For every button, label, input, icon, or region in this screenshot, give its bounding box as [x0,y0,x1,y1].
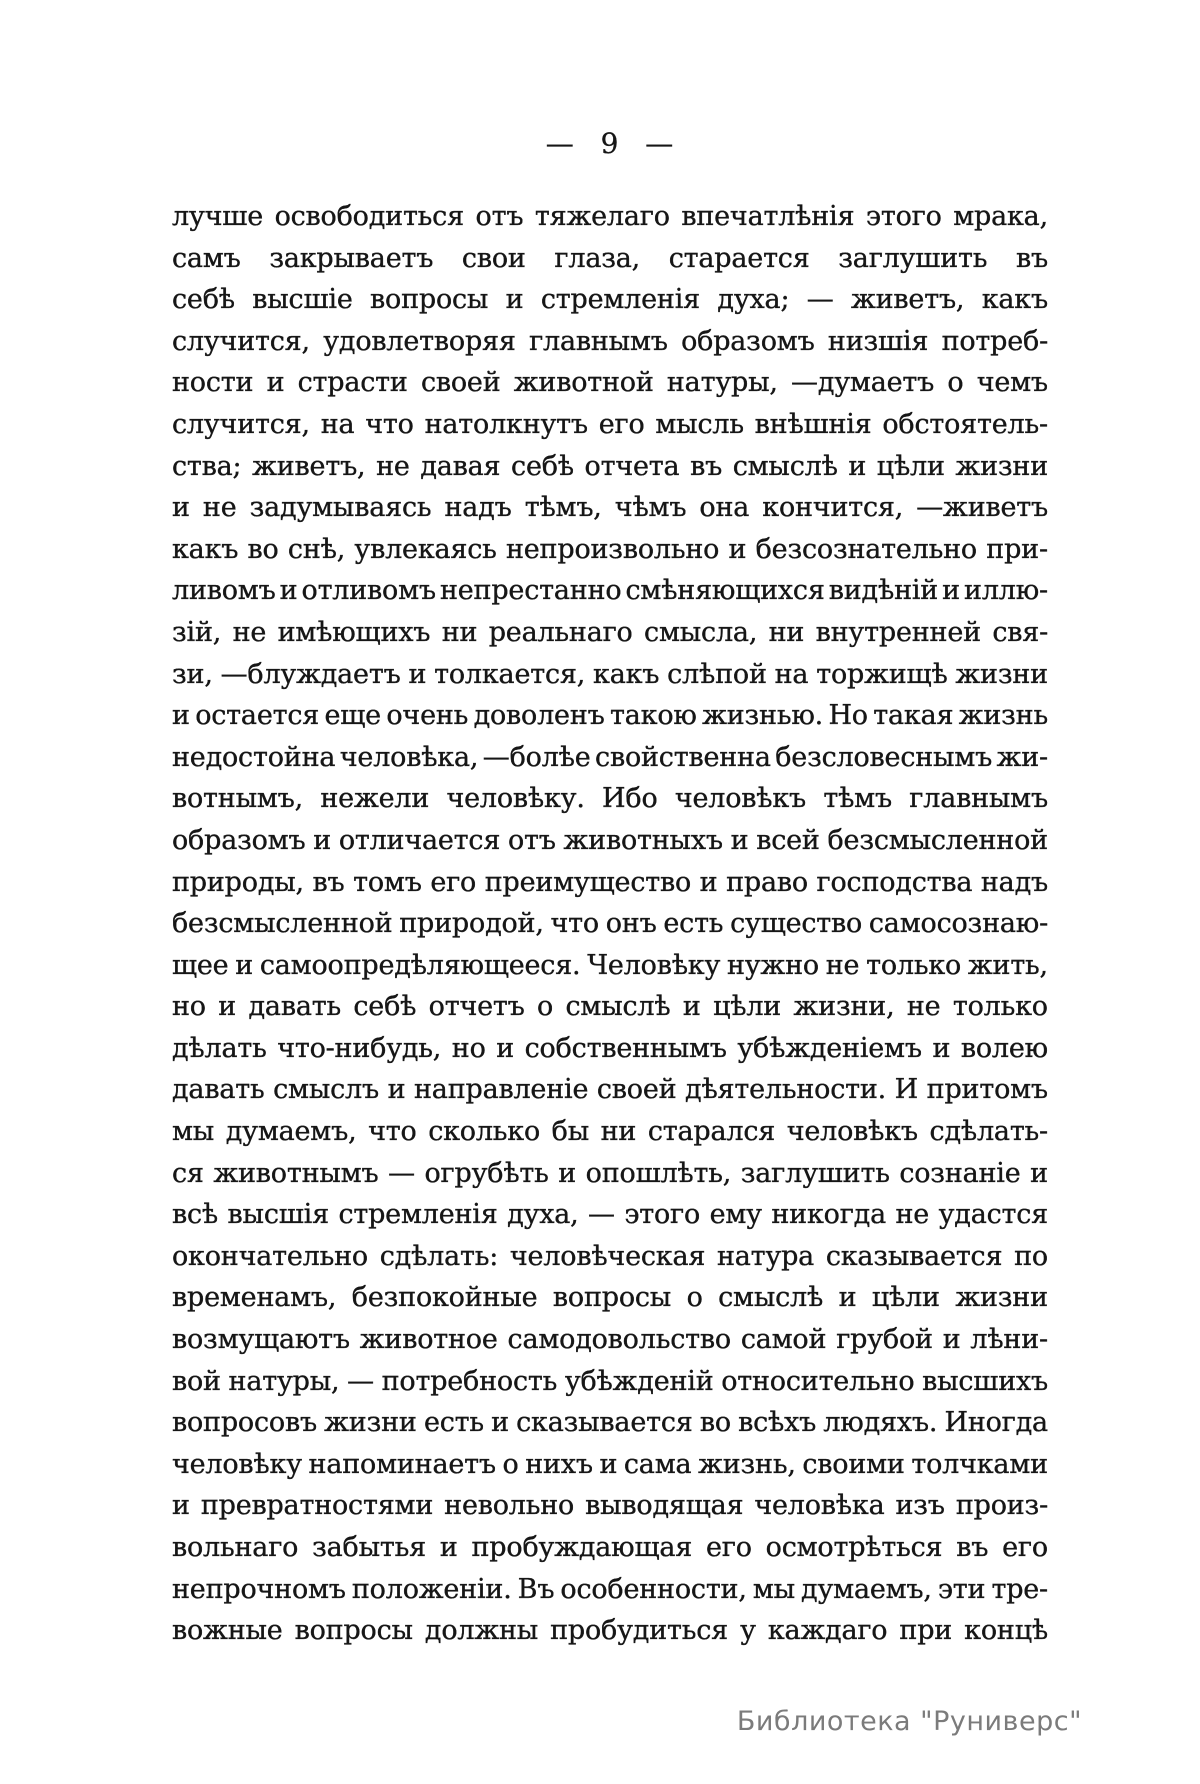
text-line: самъ закрываетъ свои глаза, старается заглушить въ [172,242,1048,274]
text-line: вольнаго забытья и пробуждающая его осмотрѣться въ его [172,1532,1048,1563]
text-line: недостойна человѣка, —болѣе свойственна безсловеснымъ жи- [172,741,1048,773]
text-line: дѣлать что-нибудь, но и собственнымъ убѣжденіемъ и волею [172,1032,1048,1064]
text-line: вотнымъ, нежели человѣку. Ибо человѣкъ тѣмъ главнымъ [172,783,1048,815]
text-line: случится, удовлетворяя главнымъ образомъ низшія потреб- [172,325,1048,357]
text-line: возмущаютъ животное самодовольство самой грубой и лѣни- [172,1324,1048,1356]
text-line: ливомъ и отливомъ непрестанно смѣняющихся видѣній и иллю- [172,575,1048,607]
text-line: окончательно сдѣлать: человѣческая натура сказывается по [172,1240,1048,1272]
text-line: непрочномъ положеніи. Въ особенности, мы думаемъ, эти тре- [172,1573,1048,1605]
text-line: себѣ высшіе вопросы и стремленія духа; — живетъ, какъ [172,284,1048,316]
text-line: ности и страсти своей животной натуры, —думаетъ о чемъ [172,367,1048,399]
text-line: вожные вопросы должны пробудиться у каждаго при концѣ [172,1615,1048,1647]
text-line: щее и самоопредѣляющееся. Человѣку нужно не только жить, [172,949,1048,981]
text-line: вой натуры, — потребность убѣжденій относительно высшихъ [172,1365,1048,1397]
text-line: лучше освободиться отъ тяжелаго впечатлѣнія этого мрака, [172,201,1048,232]
text-line: временамъ, безпокойные вопросы о смыслѣ и цѣли жизни [172,1282,1048,1314]
text-line: человѣку напоминаетъ о нихъ и сама жизнь, своими толчками [172,1448,1048,1480]
text-line: зи, —блуждаетъ и толкается, какъ слѣпой на торжищѣ жизни [172,658,1048,690]
text-line: всѣ высшія стремленія духа, — этого ему никогда не удастся [172,1199,1048,1231]
text-line: и не задумываясь надъ тѣмъ, чѣмъ она кончится, —живетъ [172,492,1048,524]
page-number: — 9 — [545,127,675,160]
text-line: ства; живетъ, не давая себѣ отчета въ смыслѣ и цѣли жизни [172,450,1048,482]
text-line: зій, не имѣющихъ ни реальнаго смысла, ни внутренней свя- [172,616,1048,648]
text-line: и превратностями невольно выводящая человѣка изъ произ- [172,1490,1048,1522]
text-line: и остается еще очень доволенъ такою жизнью. Но такая жизнь [172,700,1048,732]
text-line: ся животнымъ — огрубѣть и опошлѣть, заглушить сознаніе и [172,1157,1048,1189]
text-line: образомъ и отличается отъ животныхъ и всей безсмысленной [172,824,1048,856]
body-text [172,196,1048,1652]
text-line: безсмысленной природой, что онъ есть существо самосознаю- [172,908,1048,940]
text-line: мы думаемъ, что сколько бы ни старался человѣкъ сдѣлать- [172,1116,1048,1148]
text-line: но и давать себѣ отчетъ о смыслѣ и цѣли жизни, не только [172,991,1048,1023]
text-line: давать смыслъ и направленіе своей дѣятельности. И притомъ [172,1074,1048,1106]
text-line: какъ во снѣ, увлекаясь непроизвольно и безсознательно при- [172,533,1048,565]
text-line: случится, на что натолкнутъ его мысль внѣшнія обстоятель- [172,408,1048,440]
library-watermark: Библиотека "Руниверс" [736,1706,1082,1737]
text-line: вопросовъ жизни есть и сказывается во всѣхъ людяхъ. Иногда [172,1407,1048,1439]
text-line: природы, въ томъ его преимущество и право господства надъ [172,866,1048,898]
